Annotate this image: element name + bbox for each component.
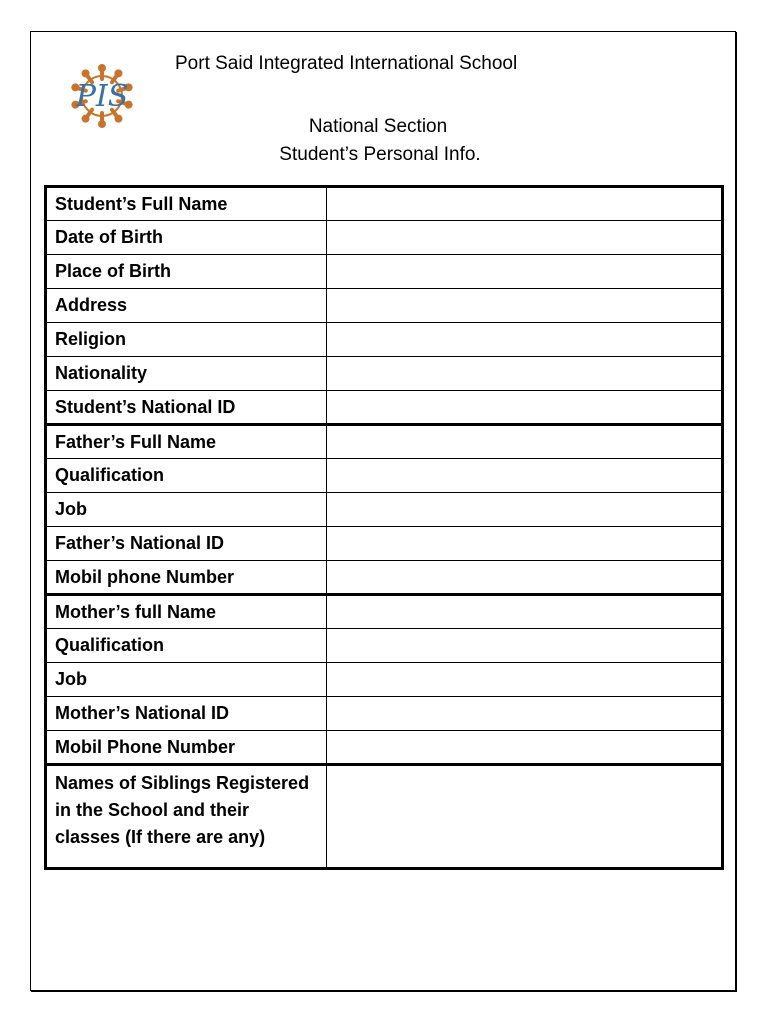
- form-row: [46, 493, 723, 527]
- field-label: Student’s National ID: [46, 391, 327, 425]
- logo-monogram: PIS: [75, 79, 129, 114]
- school-name: Port Said Integrated International School: [175, 53, 518, 74]
- field-label: Qualification: [46, 629, 327, 663]
- form-row: [46, 289, 723, 323]
- field-label: Job: [46, 493, 327, 527]
- field-label: Student’s Full Name: [46, 187, 327, 221]
- form-row: [46, 425, 723, 459]
- form-row: [46, 561, 723, 595]
- field-label: Religion: [46, 323, 327, 357]
- field-value-cell[interactable]: [327, 221, 723, 255]
- field-label: Father’s National ID: [46, 527, 327, 561]
- field-label: Mother’s full Name: [46, 595, 327, 629]
- field-value-cell[interactable]: [327, 595, 723, 629]
- field-label: Place of Birth: [46, 255, 327, 289]
- form-row: [46, 595, 723, 629]
- field-value-cell[interactable]: [327, 697, 723, 731]
- field-value-cell[interactable]: [327, 765, 723, 869]
- form-row: [46, 697, 723, 731]
- field-value-cell[interactable]: [327, 255, 723, 289]
- field-value-cell[interactable]: [327, 663, 723, 697]
- field-value-cell[interactable]: [327, 731, 723, 765]
- field-value-cell[interactable]: [327, 493, 723, 527]
- field-value-cell[interactable]: [327, 459, 723, 493]
- field-label: Date of Birth: [46, 221, 327, 255]
- section-title: National Section: [308, 116, 448, 137]
- form-row: [46, 323, 723, 357]
- form-row: [46, 663, 723, 697]
- field-value-cell[interactable]: [327, 425, 723, 459]
- field-label: Qualification: [46, 459, 327, 493]
- field-label: Father’s Full Name: [46, 425, 327, 459]
- form-row: [46, 187, 723, 221]
- form-title: Student’s Personal Info.: [279, 144, 481, 165]
- form-row: [46, 255, 723, 289]
- form-row: [46, 221, 723, 255]
- form-row: [46, 391, 723, 425]
- form-row: [46, 765, 723, 869]
- form-row: [46, 629, 723, 663]
- field-label: Mobil Phone Number: [46, 731, 327, 765]
- form-row: [46, 527, 723, 561]
- field-value-cell[interactable]: [327, 527, 723, 561]
- field-label: Job: [46, 663, 327, 697]
- field-value-cell[interactable]: [327, 629, 723, 663]
- form-row: [46, 459, 723, 493]
- field-label: Nationality: [46, 357, 327, 391]
- field-label: Mother’s National ID: [46, 697, 327, 731]
- form-row: [46, 357, 723, 391]
- field-label: Names of Siblings Registered in the School and their classes (If there are any): [46, 765, 327, 869]
- field-value-cell[interactable]: [327, 391, 723, 425]
- field-value-cell[interactable]: [327, 561, 723, 595]
- field-label: Address: [46, 289, 327, 323]
- field-value-cell[interactable]: [327, 323, 723, 357]
- form-row: [46, 731, 723, 765]
- personal-info-table: [44, 185, 724, 870]
- field-label: Mobil phone Number: [46, 561, 327, 595]
- field-value-cell[interactable]: [327, 357, 723, 391]
- field-value-cell[interactable]: [327, 187, 723, 221]
- field-value-cell[interactable]: [327, 289, 723, 323]
